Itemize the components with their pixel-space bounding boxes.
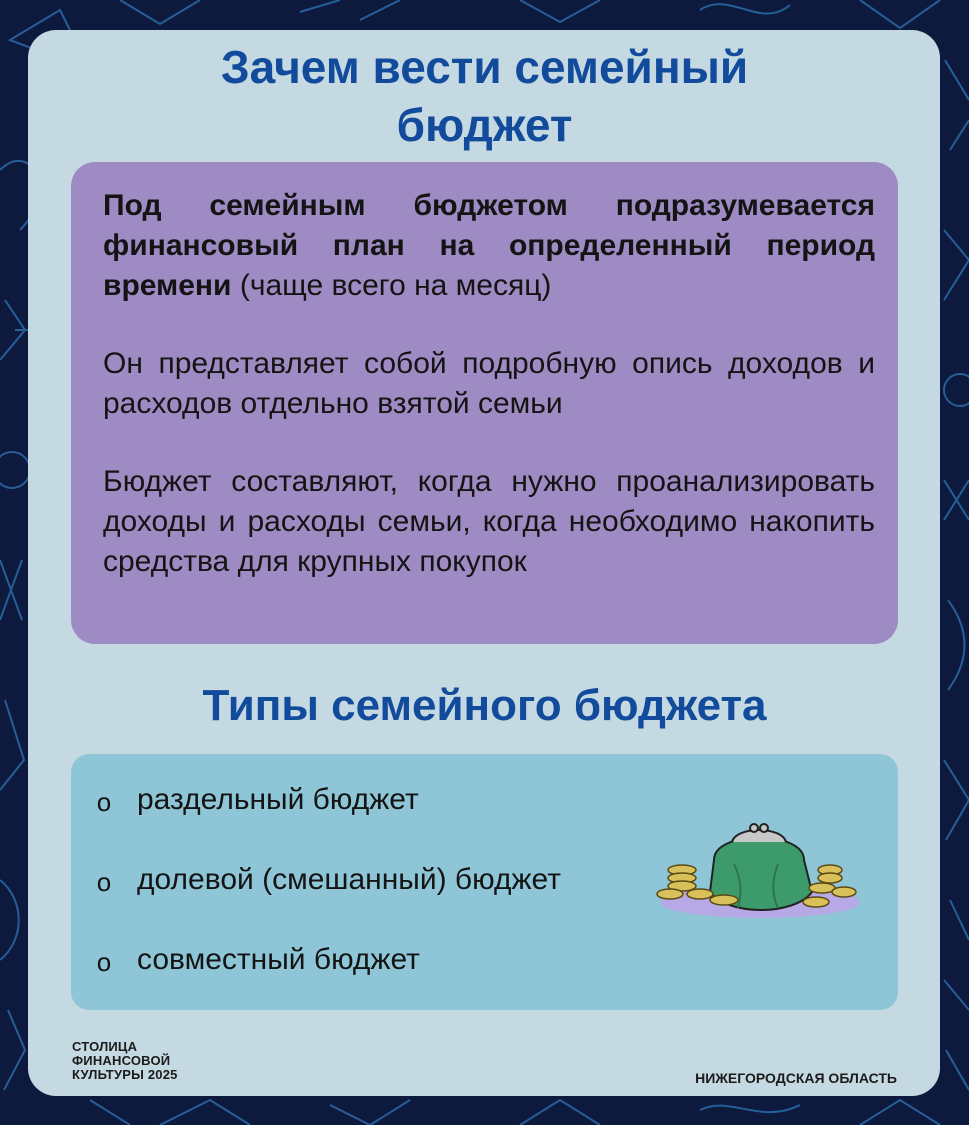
list-item-label: долевой (смешанный) бюджет — [137, 863, 561, 896]
list-item-label: раздельный бюджет — [137, 783, 419, 816]
definition-panel — [71, 162, 898, 644]
definition-paragraph-2: Он представляет собой подробную опись доходов и расходов отдельно взятой семьи — [103, 347, 875, 420]
types-panel — [71, 754, 898, 1010]
bullet-icon: o — [96, 947, 112, 977]
brand-line-3: КУЛЬТУРЫ 2025 — [72, 1067, 178, 1082]
definition-paragraph-1 — [103, 186, 875, 306]
brand-line-2: ФИНАНСОВОЙ — [72, 1053, 171, 1068]
page-title — [0, 38, 969, 154]
definition-bold-text: Под семейным бюджетом подразумевается финансовый план на определенный период времени — [103, 189, 875, 302]
region-label: НИЖЕГОРОДСКАЯ ОБЛАСТЬ — [695, 1070, 897, 1086]
list-item-label: совместный бюджет — [137, 943, 420, 976]
brand-logo — [72, 1040, 178, 1082]
page-title-line-2: бюджет — [396, 99, 573, 151]
page-title-line-1: Зачем вести семейный — [220, 41, 749, 93]
wallet-with-coins-icon — [654, 820, 866, 920]
definition-paragraph-3: Бюджет составляют, когда нужно проанализировать доходы и расходы семьи, когда необходимо накопить средства для крупных покупок — [103, 465, 875, 578]
bullet-icon: o — [96, 867, 112, 897]
bullet-icon: o — [96, 787, 112, 817]
definition-note-text: (чаще всего на месяц) — [231, 269, 552, 302]
brand-line-1: СТОЛИЦА — [72, 1039, 138, 1054]
types-section-title: Типы семейного бюджета — [202, 681, 767, 730]
